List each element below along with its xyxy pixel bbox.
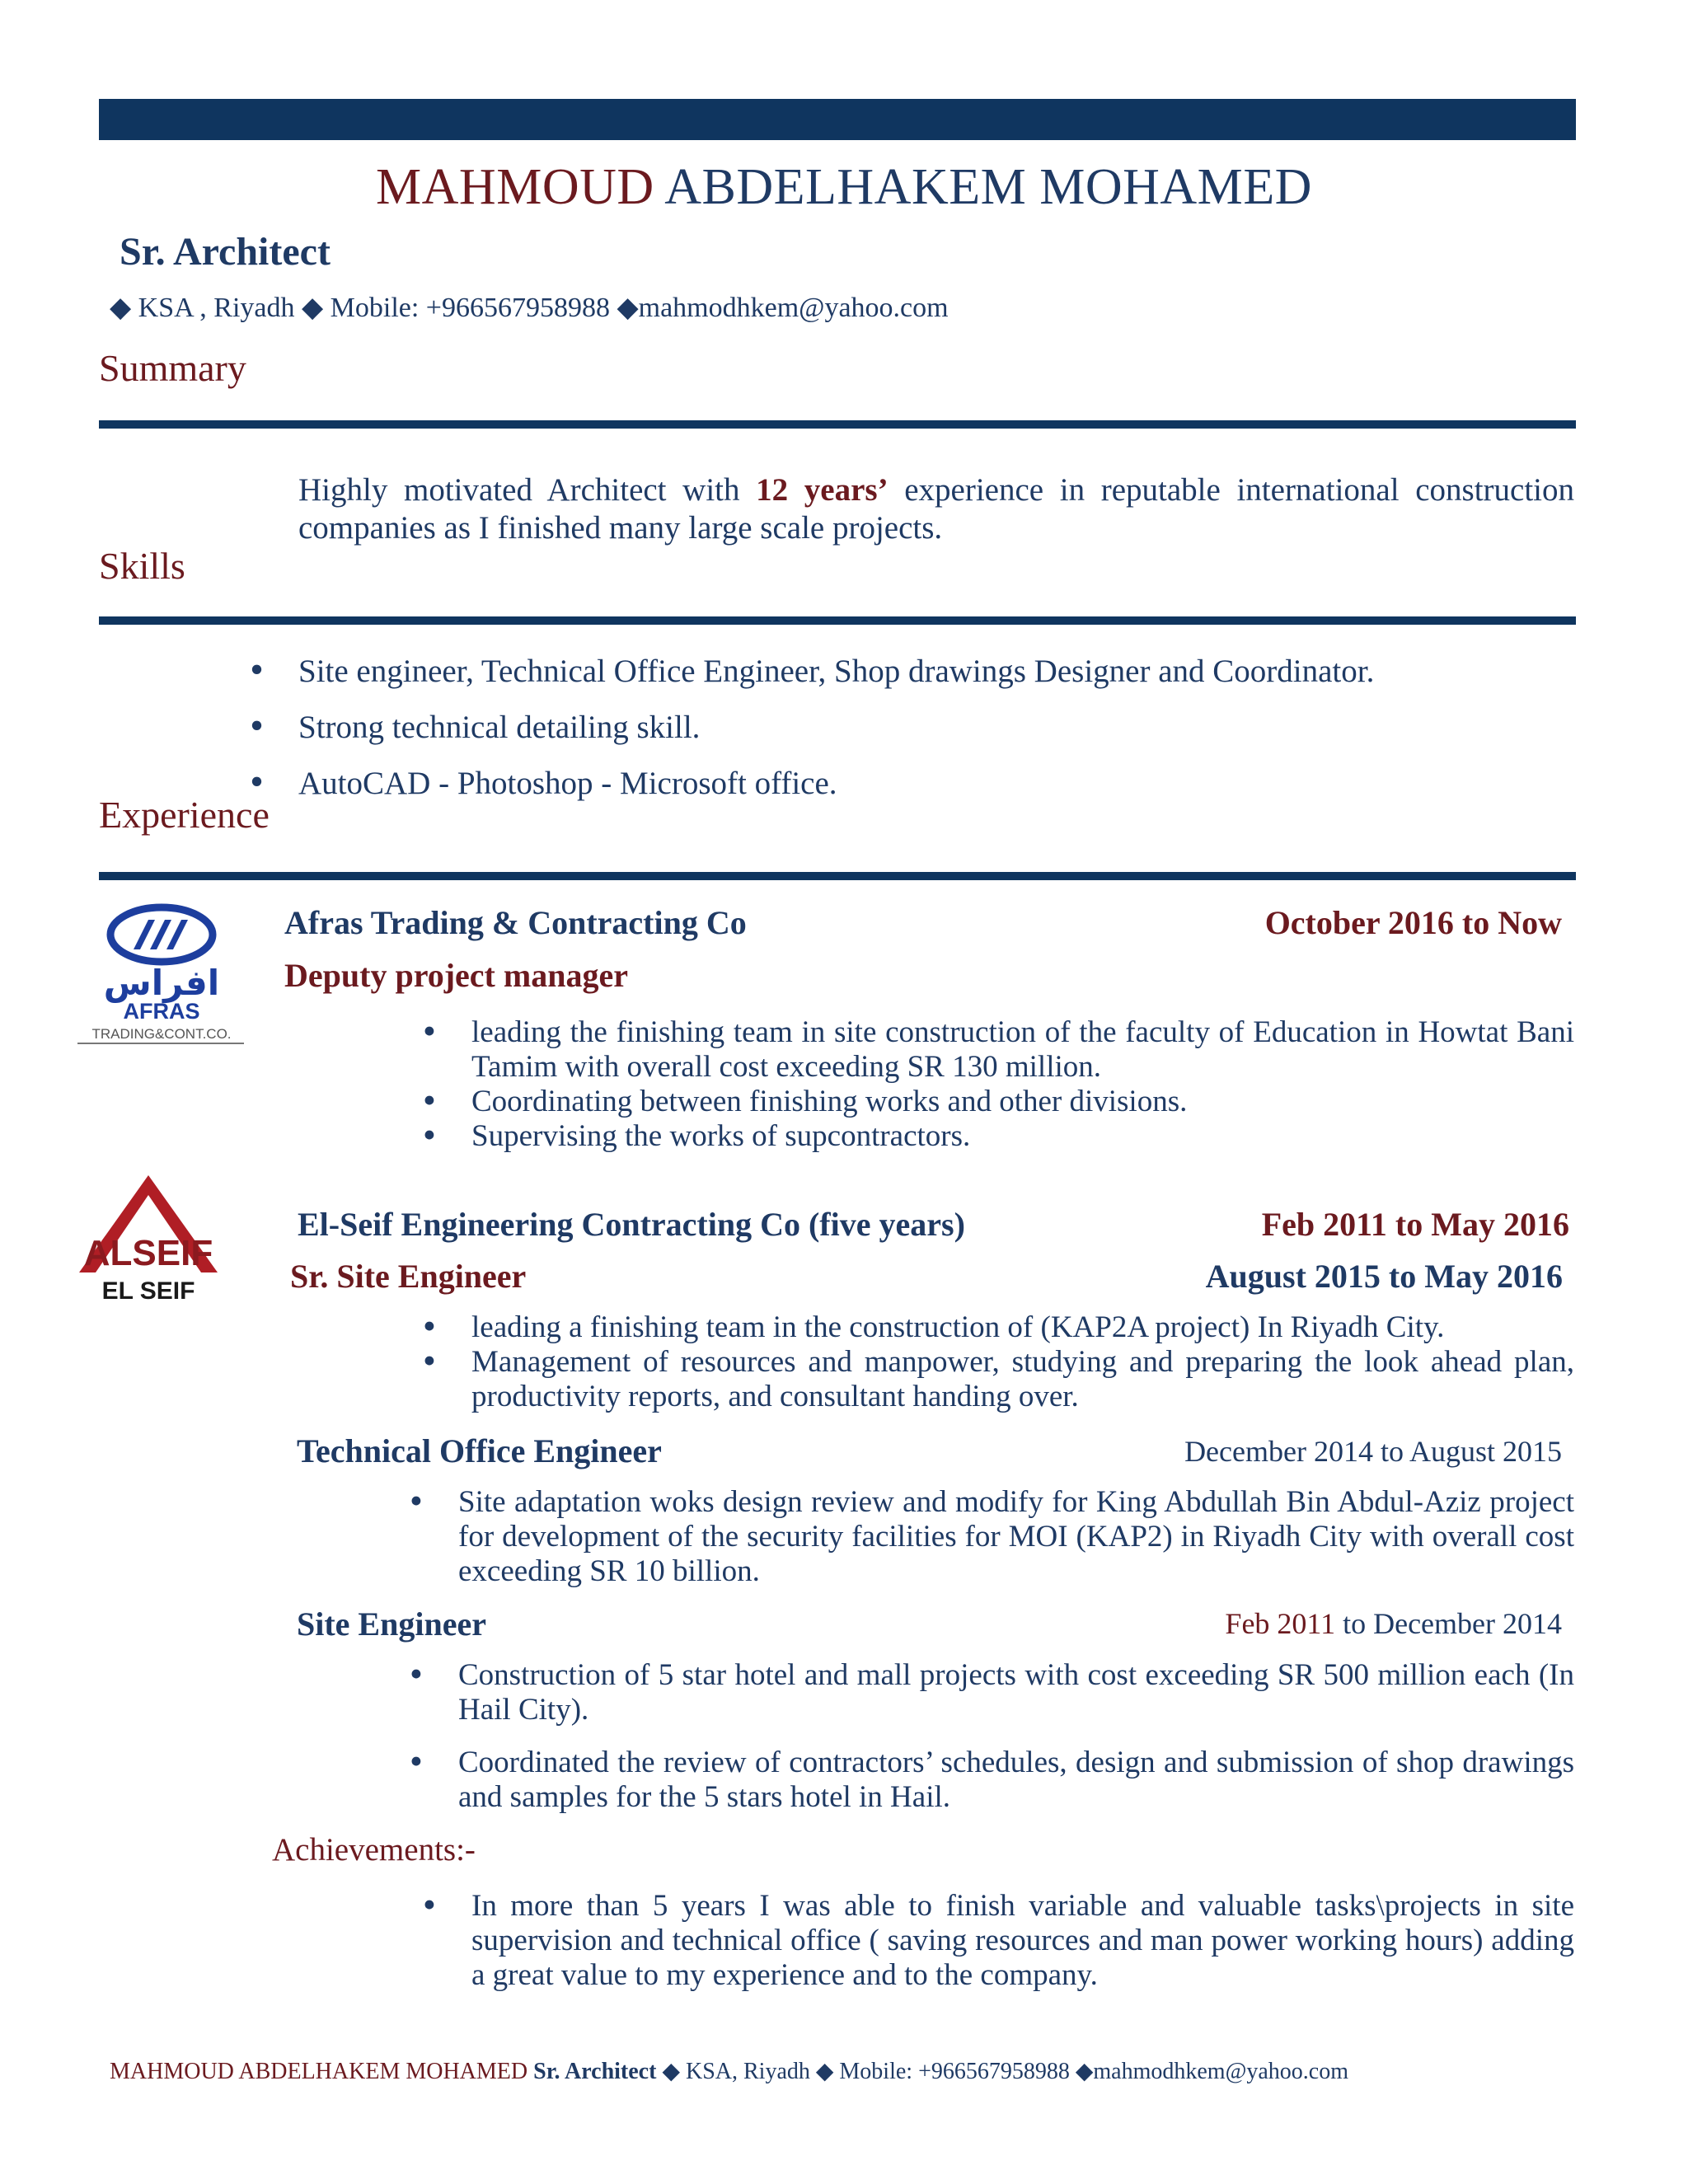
- role3-bullet: • Coordinated the review of contractors’ schedules, design and submission of shop drawings and samples for the 5 stars hotel in Hail.: [407, 1746, 1574, 1815]
- role1-bullets: [420, 1310, 1574, 1414]
- afras-bullet: • Coordinating between finishing works and other divisions.: [420, 1085, 1574, 1119]
- skill-item: • AutoCAD - Photoshop - Microsoft office.: [247, 763, 1374, 819]
- elseif-dates: Feb 2011 to May 2016: [1261, 1206, 1569, 1243]
- role3-dates-start: Feb 2011: [1225, 1607, 1336, 1640]
- summary-title: Summary: [99, 347, 246, 389]
- candidate-role: Sr. Architect: [120, 230, 331, 274]
- afras-logo-graphic: [76, 898, 247, 1051]
- afras-position: Deputy project manager: [284, 957, 628, 994]
- experience-rule: [99, 872, 1576, 880]
- afras-bullet: • leading the finishing team in site construction of the faculty of Education in Howtat Bani Tamim with overall cost exceeding SR 130 million.: [420, 1015, 1574, 1085]
- role2-bullet: • Site adaptation woks design review and modify for King Abdullah Bin Abdul-Aziz project for development of the security facilities for MOI (KAP2) in Riyadh City with overall cost exceeding SR 10 billion.: [407, 1485, 1574, 1589]
- footer-role: Sr. Architect: [533, 2059, 657, 2084]
- name-rest: ABDELHAKEM MOHAMED: [664, 159, 1312, 215]
- elseif-logo: [73, 1170, 225, 1306]
- footer: [110, 2057, 1348, 2085]
- skill-item: • Strong technical detailing skill.: [247, 707, 1374, 763]
- role2-title: Technical Office Engineer: [297, 1432, 662, 1469]
- summary-text-after: experience in reputable international construction companies as I finished many large scale projects.: [298, 472, 1574, 546]
- footer-contact: ◆ KSA, Riyadh ◆ Mobile: +966567958988 ◆mahmodhkem@yahoo.com: [656, 2059, 1348, 2084]
- skills-title: Skills: [99, 545, 185, 587]
- elseif-logo-graphic: [73, 1170, 225, 1306]
- skills-rule: [99, 616, 1576, 625]
- role2-dates: December 2014 to August 2015: [1184, 1435, 1562, 1468]
- top-bar: [99, 99, 1576, 140]
- skills-list: [247, 651, 1374, 819]
- role2-bullets: [407, 1485, 1574, 1589]
- skill-item: • Site engineer, Technical Office Engineer, Shop drawings Designer and Coordinator.: [247, 651, 1374, 707]
- name-first: MAHMOUD: [376, 159, 654, 215]
- role1-dates: August 2015 to May 2016: [1205, 1258, 1563, 1295]
- achievement-bullet: • In more than 5 years I was able to finish variable and valuable tasks\projects in site supervision and technical office ( saving resources and man power working hours) adding a great value to my experience and to the company.: [420, 1889, 1574, 1993]
- afras-bullets: [420, 1015, 1574, 1154]
- role1-title: Sr. Site Engineer: [290, 1258, 527, 1295]
- role3-dates: [1225, 1606, 1562, 1641]
- afras-logo-arabic: افراس: [103, 963, 220, 1002]
- summary-text-before: Highly motivated Architect with: [298, 472, 757, 508]
- elseif-logo-mark: ALSEIF: [83, 1233, 213, 1273]
- afras-company: Afras Trading & Contracting Co: [284, 904, 747, 941]
- role1-bullet: • Management of resources and manpower, studying and preparing the look ahead plan, productivity reports, and consultant handing over.: [420, 1345, 1574, 1414]
- contact-line: ◆ KSA , Riyadh ◆ Mobile: +966567958988 ◆mahmodhkem@yahoo.com: [110, 293, 949, 323]
- achievements-title: Achievements:-: [272, 1832, 476, 1868]
- role3-bullets: [407, 1658, 1574, 1815]
- role3-bullet: • Construction of 5 star hotel and mall projects with cost exceeding SR 500 million each (In Hail City).: [407, 1658, 1574, 1727]
- summary-highlight: 12 years’: [756, 472, 889, 508]
- role1-bullet: • leading a finishing team in the construction of (KAP2A project) In Riyadh City.: [420, 1310, 1574, 1345]
- role3-title: Site Engineer: [297, 1605, 486, 1643]
- afras-logo-name: AFRAS: [123, 999, 200, 1024]
- summary-text: [298, 471, 1574, 547]
- afras-dates: October 2016 to Now: [1264, 904, 1562, 941]
- role3-dates-end: to December 2014: [1335, 1607, 1562, 1640]
- afras-bullet: • Supervising the works of supcontractors.: [420, 1119, 1574, 1154]
- elseif-logo-name: EL SEIF: [101, 1277, 195, 1305]
- achievements-bullets: [420, 1889, 1574, 1993]
- elseif-company: El-Seif Engineering Contracting Co (five years): [298, 1206, 965, 1243]
- experience-title: Experience: [99, 794, 270, 836]
- afras-logo-sub: TRADING&CONT.CO.: [91, 1026, 232, 1042]
- summary-rule: [99, 420, 1576, 429]
- candidate-name: [0, 158, 1688, 217]
- afras-logo: [76, 898, 247, 1051]
- footer-name: MAHMOUD ABDELHAKEM MOHAMED: [110, 2059, 534, 2084]
